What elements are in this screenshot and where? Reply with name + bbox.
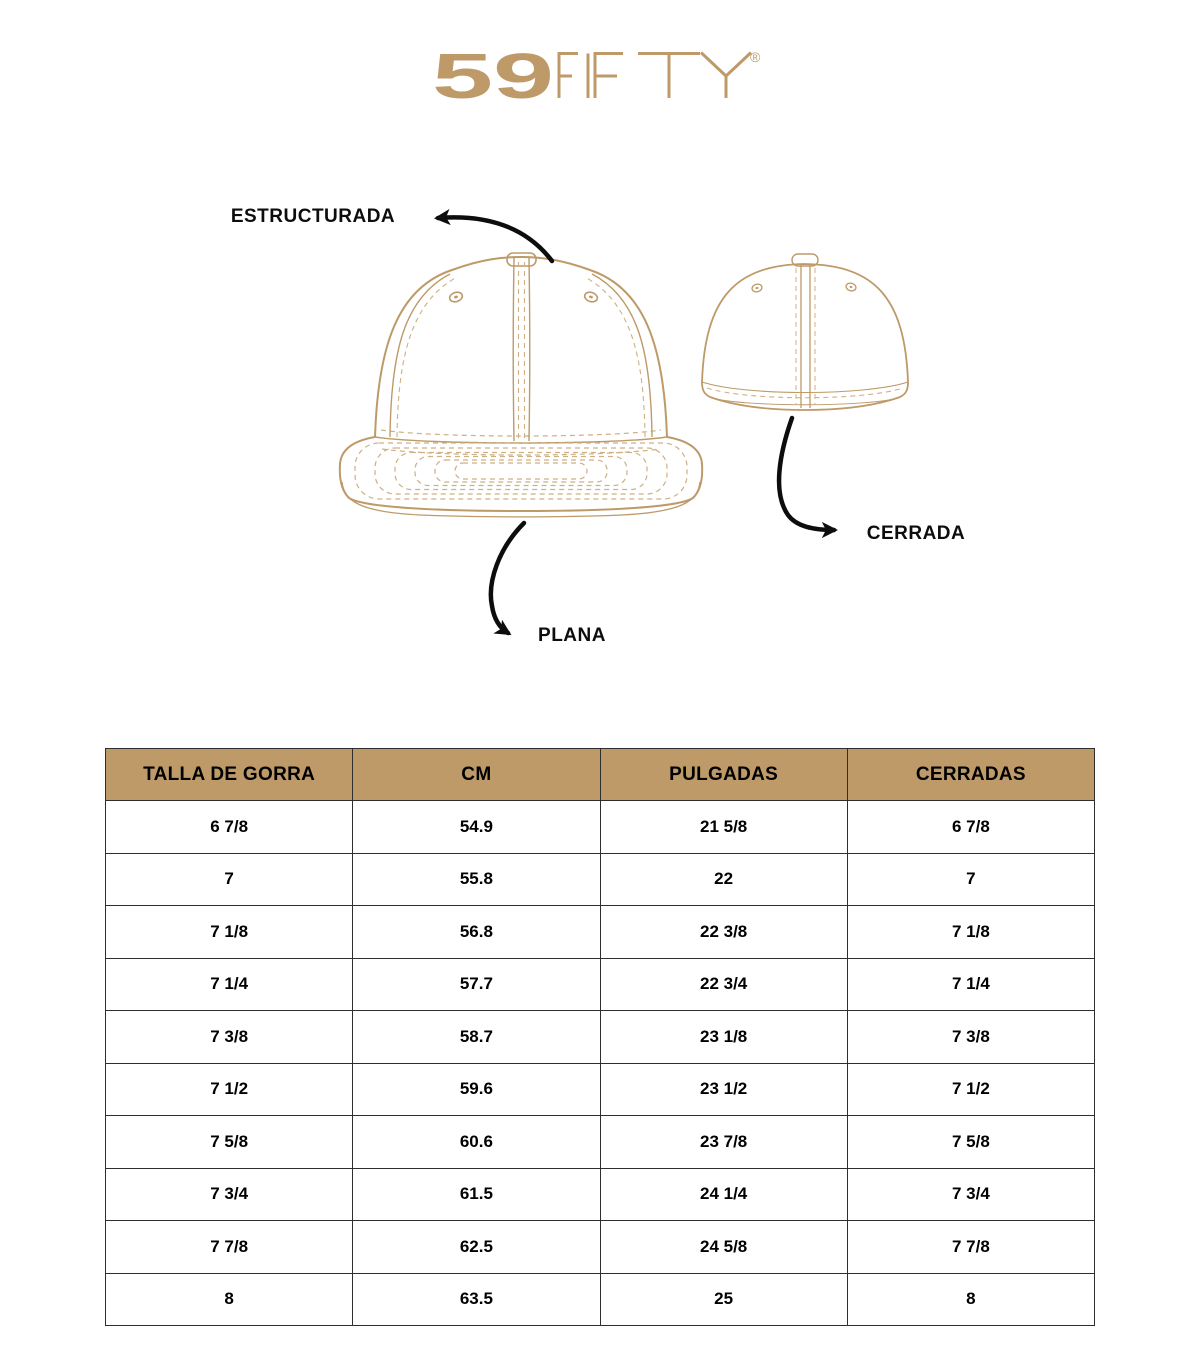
registered-mark: ® — [750, 49, 761, 65]
table-row — [106, 801, 1095, 854]
table-row — [106, 1168, 1095, 1221]
table-cell: 23 1/8 — [600, 1011, 847, 1064]
table-cell: 7 1/2 — [106, 1063, 353, 1116]
column-header: CERRADAS — [847, 749, 1094, 801]
table-row — [106, 1063, 1095, 1116]
table-cell: 21 5/8 — [600, 801, 847, 854]
table-cell: 22 3/8 — [600, 906, 847, 959]
structured-label: ESTRUCTURADA — [230, 206, 396, 227]
table-cell: 63.5 — [353, 1273, 600, 1326]
table-cell: 7 5/8 — [847, 1116, 1094, 1169]
table-cell: 59.6 — [353, 1063, 600, 1116]
table-cell: 58.7 — [353, 1011, 600, 1064]
table-cell: 56.8 — [353, 906, 600, 959]
table-cell: 7 1/2 — [847, 1063, 1094, 1116]
table-cell: 25 — [600, 1273, 847, 1326]
flat-label: PLANA — [538, 625, 606, 646]
table-row — [106, 1221, 1095, 1274]
table-cell: 6 7/8 — [847, 801, 1094, 854]
table-cell: 7 3/4 — [106, 1168, 353, 1221]
table-cell: 61.5 — [353, 1168, 600, 1221]
table-cell: 24 5/8 — [600, 1221, 847, 1274]
table-cell: 54.9 — [353, 801, 600, 854]
column-header: CM — [353, 749, 600, 801]
table-row — [106, 958, 1095, 1011]
column-header: TALLA DE GORRA — [106, 749, 353, 801]
table-cell: 22 — [600, 853, 847, 906]
size-chart-table — [105, 748, 1095, 1326]
flat-arrow — [491, 523, 524, 633]
table-row — [106, 1011, 1095, 1064]
table-cell: 7 1/4 — [847, 958, 1094, 1011]
table-cell: 8 — [847, 1273, 1094, 1326]
closed-label: CERRADA — [866, 523, 966, 544]
brand-logo — [432, 40, 761, 112]
size-chart-header — [106, 749, 1095, 801]
column-header: PULGADAS — [600, 749, 847, 801]
size-chart — [105, 748, 1095, 1326]
logo-number: 59 — [432, 40, 554, 112]
table-cell: 7 1/8 — [847, 906, 1094, 959]
size-chart-body — [106, 801, 1095, 1326]
table-cell: 8 — [106, 1273, 353, 1326]
table-row — [106, 1116, 1095, 1169]
table-cell: 23 1/2 — [600, 1063, 847, 1116]
table-cell: 7 1/8 — [106, 906, 353, 959]
table-cell: 60.6 — [353, 1116, 600, 1169]
table-cell: 6 7/8 — [106, 801, 353, 854]
logo-fifty-letters — [559, 53, 751, 99]
table-cell: 7 — [106, 853, 353, 906]
back-hat-drawing — [702, 254, 908, 410]
table-row — [106, 1273, 1095, 1326]
closed-arrow — [779, 418, 834, 530]
table-cell: 55.8 — [353, 853, 600, 906]
table-cell: 57.7 — [353, 958, 600, 1011]
table-cell: 7 3/8 — [106, 1011, 353, 1064]
table-cell: 24 1/4 — [600, 1168, 847, 1221]
front-hat-drawing — [340, 253, 702, 517]
table-cell: 7 3/4 — [847, 1168, 1094, 1221]
table-cell: 7 3/8 — [847, 1011, 1094, 1064]
table-cell: 23 7/8 — [600, 1116, 847, 1169]
table-cell: 7 7/8 — [847, 1221, 1094, 1274]
table-row — [106, 853, 1095, 906]
table-cell: 62.5 — [353, 1221, 600, 1274]
table-row — [106, 906, 1095, 959]
table-cell: 7 5/8 — [106, 1116, 353, 1169]
table-cell: 7 — [847, 853, 1094, 906]
table-cell: 7 7/8 — [106, 1221, 353, 1274]
table-cell: 7 1/4 — [106, 958, 353, 1011]
header-row — [106, 749, 1095, 801]
table-cell: 22 3/4 — [600, 958, 847, 1011]
